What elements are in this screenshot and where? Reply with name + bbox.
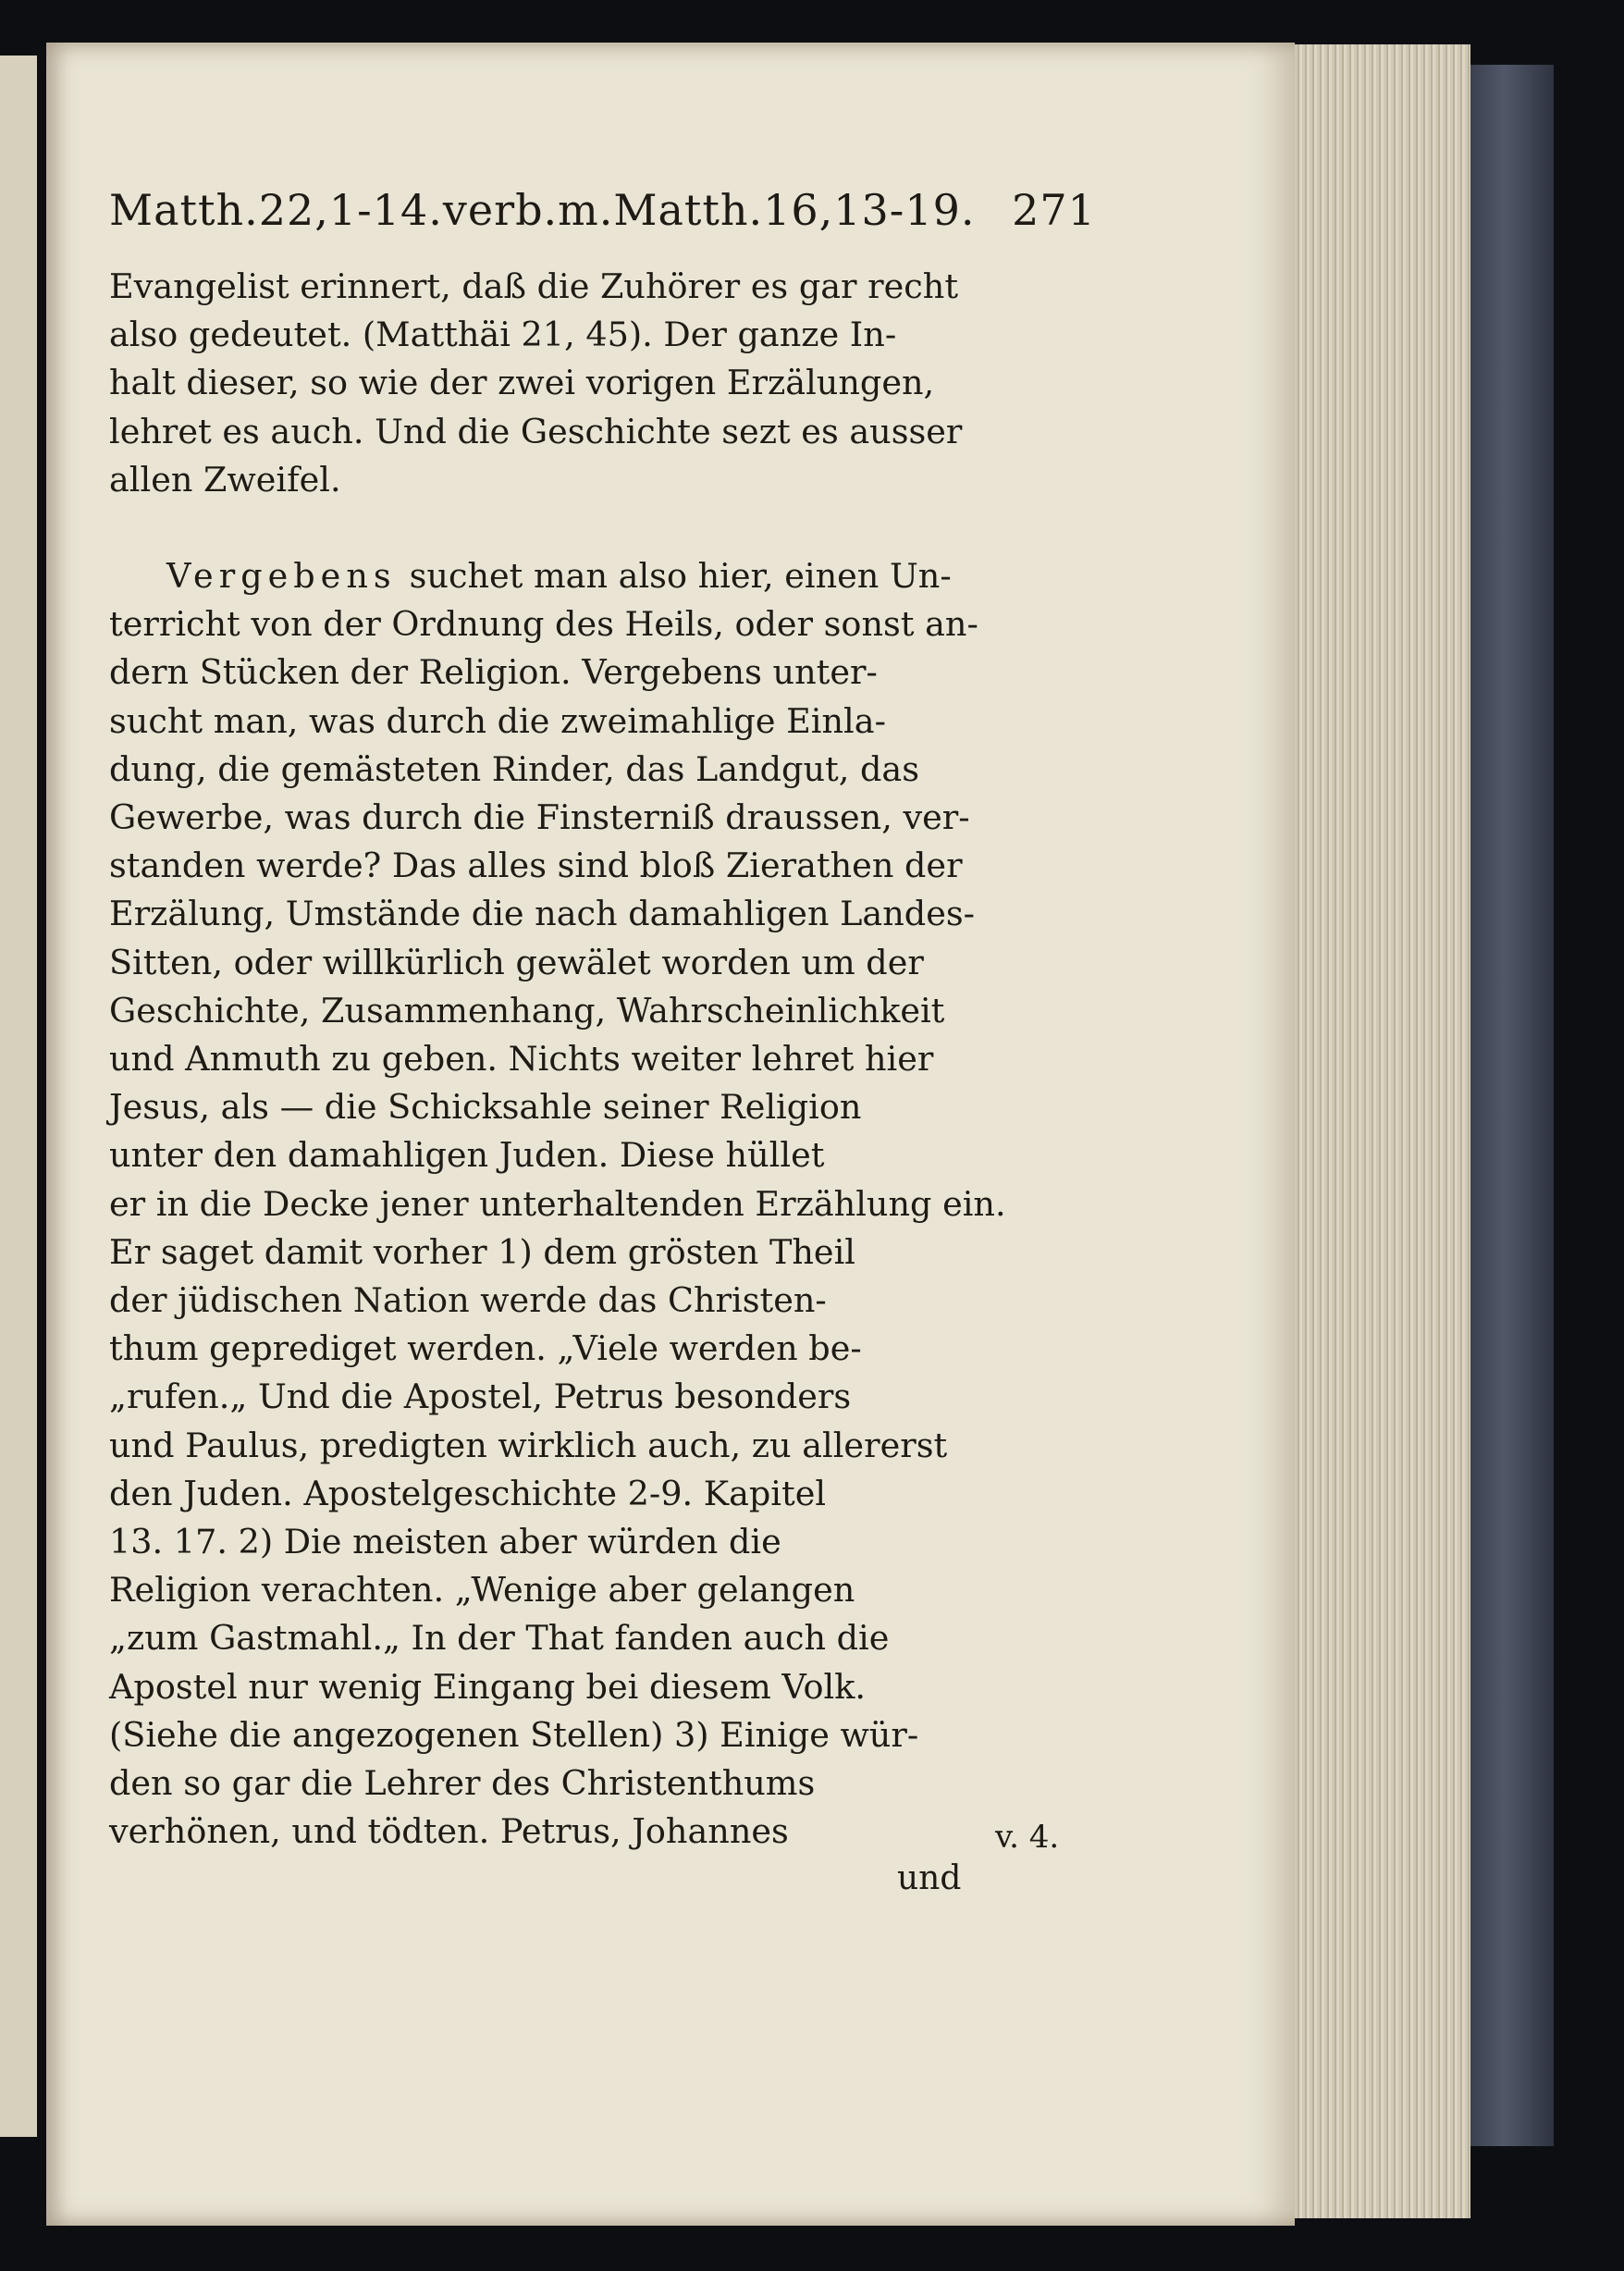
catchword: und (897, 1859, 962, 1897)
text-line: „zum Gastmahl.„ In der That fanden auch die (109, 1618, 890, 1659)
text-line: den Juden. Apostelgeschichte 2-9. Kapitel (109, 1473, 827, 1513)
text-line: (Siehe die angezogenen Stellen) 3) Einige wür- (109, 1714, 919, 1755)
text-line: verhönen, und tödten. Petrus, Johannes (109, 1811, 789, 1852)
text-line: dern Stücken der Religion. Vergebens unter- (109, 652, 878, 693)
page-edges (1295, 44, 1470, 2218)
paragraph-2 (109, 552, 1006, 1856)
text-line: Jesus, als — die Schicksahle seiner Religion (109, 1087, 862, 1128)
text-line: der jüdischen Nation werde das Christen- (109, 1280, 827, 1321)
page-number: 271 (1012, 185, 1096, 235)
text-line: und Paulus, predigten wirklich auch, zu allererst (109, 1425, 948, 1465)
text-line: Apostel nur wenig Eingang bei diesem Volk. (109, 1666, 867, 1707)
text-line: Geschichte, Zusammenhang, Wahrscheinlichkeit (109, 990, 945, 1031)
text-line: Erzälung, Umstände die nach damahligen Landes- (109, 894, 975, 934)
text-line: Er saget damit vorher 1) dem grösten Theil (109, 1231, 855, 1272)
text-line: dung, die gemästeten Rinder, das Landgut, das (109, 748, 919, 789)
text-line: Evangelist erinnert, daß die Zuhörer es gar recht (109, 266, 959, 306)
text-line: lehret es auch. Und die Geschichte sezt es ausser (109, 411, 963, 451)
text-line: also gedeutet. (Matthäi 21, 45). Der ganze In- (109, 315, 897, 355)
text-line-rest: suchet man also hier, einen Un- (409, 556, 952, 597)
running-head-title: Matth.22,1-14.verb.m.Matth.16,13-19. (109, 185, 976, 235)
paragraph-1 (109, 263, 965, 504)
text-line: standen werde? Das alles sind bloß Zierathen der (109, 845, 963, 886)
text-line: unter den damahligen Juden. Diese hüllet (109, 1135, 825, 1176)
text-line: halt dieser, so wie der zwei vorigen Erzälungen, (109, 363, 935, 403)
text-line: Sitten, oder willkürlich gewälet worden um der (109, 942, 924, 982)
running-head (109, 185, 1096, 235)
text-line: sucht man, was durch die zweimahlige Einla- (109, 700, 886, 741)
text-line: und Anmuth zu geben. Nichts weiter lehret hier (109, 1039, 934, 1080)
facing-page-edge (0, 56, 37, 2137)
book-cover-spine (1470, 65, 1554, 2146)
text-line: er in die Decke jener unterhaltenden Erzählung ein. (109, 1183, 1006, 1224)
margin-note: v. 4. (995, 1819, 1060, 1856)
text-line: Gewerbe, was durch die Finsterniß draussen, ver- (109, 797, 970, 838)
text-line: thum geprediget werden. „Viele werden be- (109, 1328, 862, 1369)
emphasized-word: Vergebens (166, 556, 397, 597)
text-line: allen Zweifel. (109, 459, 341, 500)
text-line: Religion verachten. „Wenige aber gelangen (109, 1570, 855, 1611)
text-line: 13. 17. 2) Die meisten aber würden die (109, 1522, 781, 1562)
text-line: terricht von der Ordnung des Heils, oder sonst an- (109, 604, 978, 645)
text-line: den so gar die Lehrer des Christenthums (109, 1763, 816, 1804)
text-line: „rufen.„ Und die Apostel, Petrus besonders (109, 1376, 852, 1417)
text-line-first (109, 552, 965, 600)
